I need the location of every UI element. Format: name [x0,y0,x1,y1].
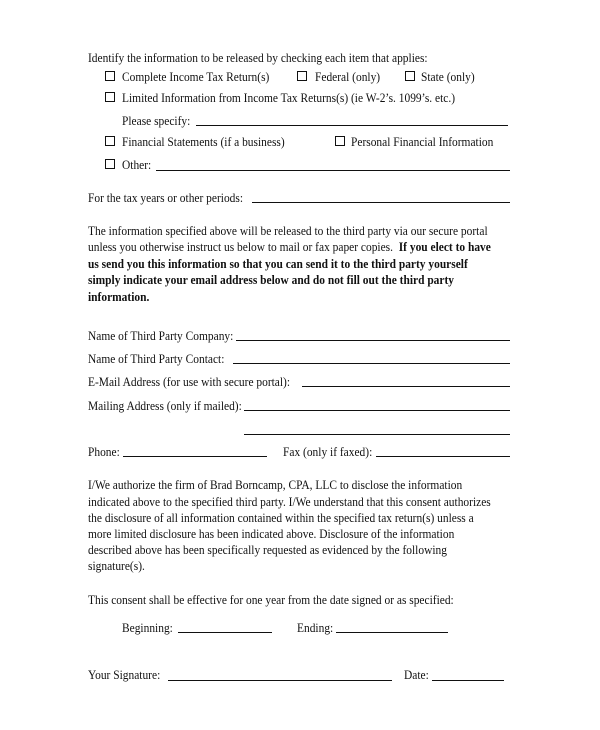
contact-field[interactable] [233,363,510,364]
authorize-text-4: more limited disclosure has been indicated above. Disclosure of the information [88,526,455,541]
date-field[interactable] [432,680,504,681]
authorize-text-1: I/We authorize the firm of Brad Borncamp, CPA, LLC to disclose the information [88,477,463,492]
mailing-label: Mailing Address (only if mailed): [88,398,242,413]
label-personal-financial: Personal Financial Information [351,134,494,149]
authorize-text-2: indicated above to the specified third party. I/We understand that this consent authorizes [88,494,491,509]
label-financial-statements: Financial Statements (if a business) [122,134,285,149]
signature-label: Your Signature: [88,667,161,682]
date-label: Date: [404,667,429,682]
authorize-text-3: the disclosure of all information contained within the specified tax return(s) unless a [88,510,474,525]
release-text-1: The information specified above will be released to the third party via our secure portal [88,223,488,238]
fax-label: Fax (only if faxed): [283,444,373,459]
phone-label: Phone: [88,444,120,459]
fax-field[interactable] [376,456,510,457]
tax-years-label: For the tax years or other periods: [88,190,244,205]
checkbox-complete-return[interactable] [105,71,115,81]
label-other: Other: [122,157,152,172]
label-federal: Federal (only) [315,69,381,84]
release-text-5: information. [88,289,150,304]
other-field[interactable] [156,170,510,171]
company-field[interactable] [236,340,510,341]
release-text-4: simply indicate your email address below and do not fill out the third party [88,272,455,287]
intro-text: Identify the information to be released by checking each item that applies: [88,50,428,65]
email-field[interactable] [302,386,510,387]
checkbox-other[interactable] [105,159,115,169]
consent-text: This consent shall be effective for one year from the date signed or as specified: [88,592,454,607]
authorize-text-6: signature(s). [88,558,145,573]
checkbox-federal[interactable] [297,71,307,81]
mailing-field-2[interactable] [244,434,510,435]
label-please-specify: Please specify: [122,113,191,128]
release-text-2b: If you elect to have [398,239,491,254]
checkbox-limited[interactable] [105,92,115,102]
release-text-2 [88,239,491,255]
label-state: State (only) [421,69,475,84]
signature-field[interactable] [168,680,392,681]
company-label: Name of Third Party Company: [88,328,234,343]
please-specify-field[interactable] [196,125,508,126]
release-text-2a: unless you otherwise instruct us below to mail or fax paper copies. [88,239,394,254]
mailing-field[interactable] [244,410,510,411]
beginning-field[interactable] [178,632,272,633]
beginning-label: Beginning: [122,620,173,635]
phone-field[interactable] [123,456,267,457]
authorize-text-5: described above has been specifically requested as evidenced by the following [88,542,447,557]
checkbox-state[interactable] [405,71,415,81]
tax-years-field[interactable] [252,202,510,203]
checkbox-personal-financial[interactable] [335,136,345,146]
ending-field[interactable] [336,632,448,633]
label-complete-return: Complete Income Tax Return(s) [122,69,270,84]
contact-label: Name of Third Party Contact: [88,351,225,366]
label-limited: Limited Information from Income Tax Returns(s) (ie W-2’s. 1099’s. etc.) [122,90,456,105]
checkbox-financial-statements[interactable] [105,136,115,146]
release-text-3: us send you this information so that you can send it to the third party yourself [88,256,468,271]
email-label: E-Mail Address (for use with secure portal): [88,374,291,389]
ending-label: Ending: [297,620,334,635]
